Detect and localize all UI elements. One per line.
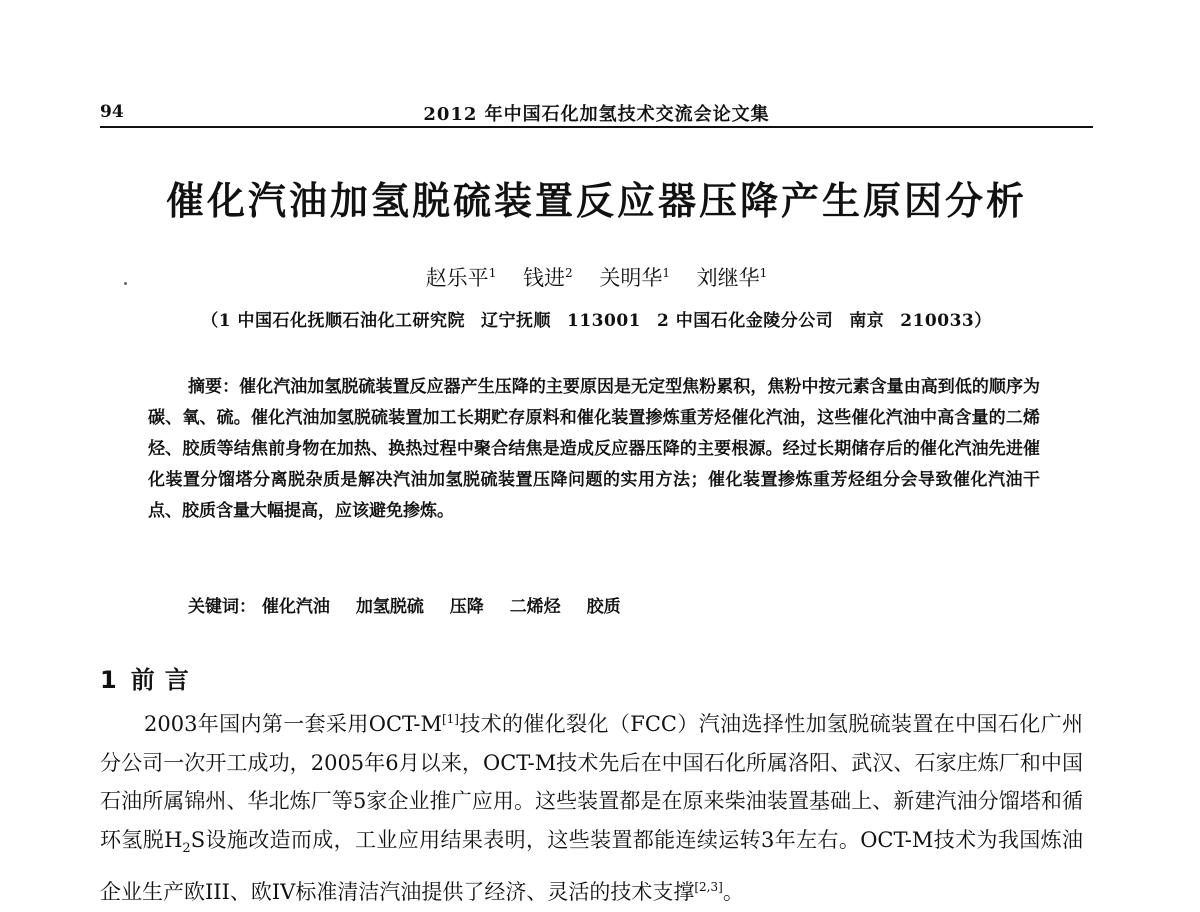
keyword: 催化汽油 bbox=[261, 597, 330, 617]
author-affiliation-mark: 2 bbox=[565, 266, 573, 280]
keyword: 胶质 bbox=[586, 597, 621, 617]
keywords-label: 关键词： bbox=[188, 597, 256, 617]
author bbox=[523, 262, 573, 292]
paragraph-text: S设施改造而成，工业应用结果表明，这些装置都能连续运转3年左右。OCT-M技术为我国炼油企业生产欧III、欧IV标准清洁汽油提供了经济、灵活的技术支撑 bbox=[100, 827, 1083, 905]
author-name: 刘继华 bbox=[696, 266, 760, 290]
keyword: 压降 bbox=[449, 597, 484, 617]
author-affiliation-mark: 1 bbox=[488, 266, 497, 280]
affiliation-1-zip: 113001 bbox=[567, 311, 641, 331]
affiliation-1: （1 中国石化抚顺石油化工研究院 bbox=[201, 311, 466, 331]
paragraph-text: 技术的催化裂化（FCC）汽油选择性加氢脱硫装置在中国石化广州分公司一次开工成功，2005年6月以来，OCT-M技术先后在中国石化所属洛阳、武汉、石家庄炼厂和中国石油所属锦州、华北炼厂等5家企业推广应用。这些装置都是在原来柴油装置基础上、新建汽油分馏塔和循环氢脱H bbox=[100, 712, 1083, 852]
paragraph-text: 2003年国内第一套采用OCT-M bbox=[144, 712, 442, 736]
affiliation-2-place: 南京 bbox=[849, 311, 885, 331]
affiliation-2: 2 中国石化金陵分公司 bbox=[657, 311, 834, 331]
paragraph-text: 。 bbox=[722, 880, 744, 905]
author-name: 赵乐平 bbox=[425, 266, 489, 290]
affiliation-2-zip: 210033） bbox=[900, 311, 992, 331]
author bbox=[426, 262, 497, 292]
abstract-label: 摘要： bbox=[188, 377, 240, 397]
subscript: 2 bbox=[182, 840, 191, 856]
section-number: 1 bbox=[100, 666, 117, 694]
author-list bbox=[100, 262, 1093, 292]
affiliations bbox=[100, 306, 1093, 331]
author-affiliation-mark: 1 bbox=[662, 266, 670, 280]
abstract-text: 催化汽油加氢脱硫装置反应器产生压降的主要原因是无定型焦粉累积，焦粉中按元素含量由高到低的顺序为碳、氧、硫。催化汽油加氢脱硫装置加工长期贮存原料和催化装置掺炼重芳烃催化汽油，这些催化汽油中高含量的二烯烃、胶质等结焦前身物在加热、换热过程中聚合结焦是造成反应器压降的主要根源。经过长期储存后的催化汽油先进催化装置分馏塔分离脱杂质是解决汽油加氢脱硫装置压降问题的实用方法；催化装置掺炼重芳烃组分会导致催化汽油干点、胶质含量大幅提高，应该避免掺炼。 bbox=[148, 377, 1041, 521]
abstract bbox=[148, 372, 1040, 527]
author bbox=[599, 262, 670, 292]
affiliation-1-place: 辽宁抚顺 bbox=[481, 311, 552, 331]
section-title: 前言 bbox=[130, 666, 199, 694]
author bbox=[697, 262, 768, 292]
running-header bbox=[100, 98, 1093, 128]
author-affiliation-mark: 1 bbox=[759, 266, 768, 280]
keyword: 二烯烃 bbox=[509, 597, 561, 617]
author-name: 关明华 bbox=[599, 266, 663, 290]
author-name: 钱进 bbox=[523, 266, 566, 290]
journal-title: 2012 年中国石化加氢技术交流会论文集 bbox=[423, 104, 770, 125]
section-paragraph bbox=[100, 700, 1083, 912]
citation: [1] bbox=[441, 712, 459, 726]
page-number: 94 bbox=[100, 102, 124, 122]
keywords bbox=[188, 592, 641, 617]
section-heading bbox=[100, 660, 199, 695]
paper-title: 催化汽油加氢脱硫装置反应器压降产生原因分析 bbox=[165, 179, 1027, 223]
citation: [2,3] bbox=[694, 880, 723, 895]
keyword: 加氢脱硫 bbox=[355, 597, 424, 617]
